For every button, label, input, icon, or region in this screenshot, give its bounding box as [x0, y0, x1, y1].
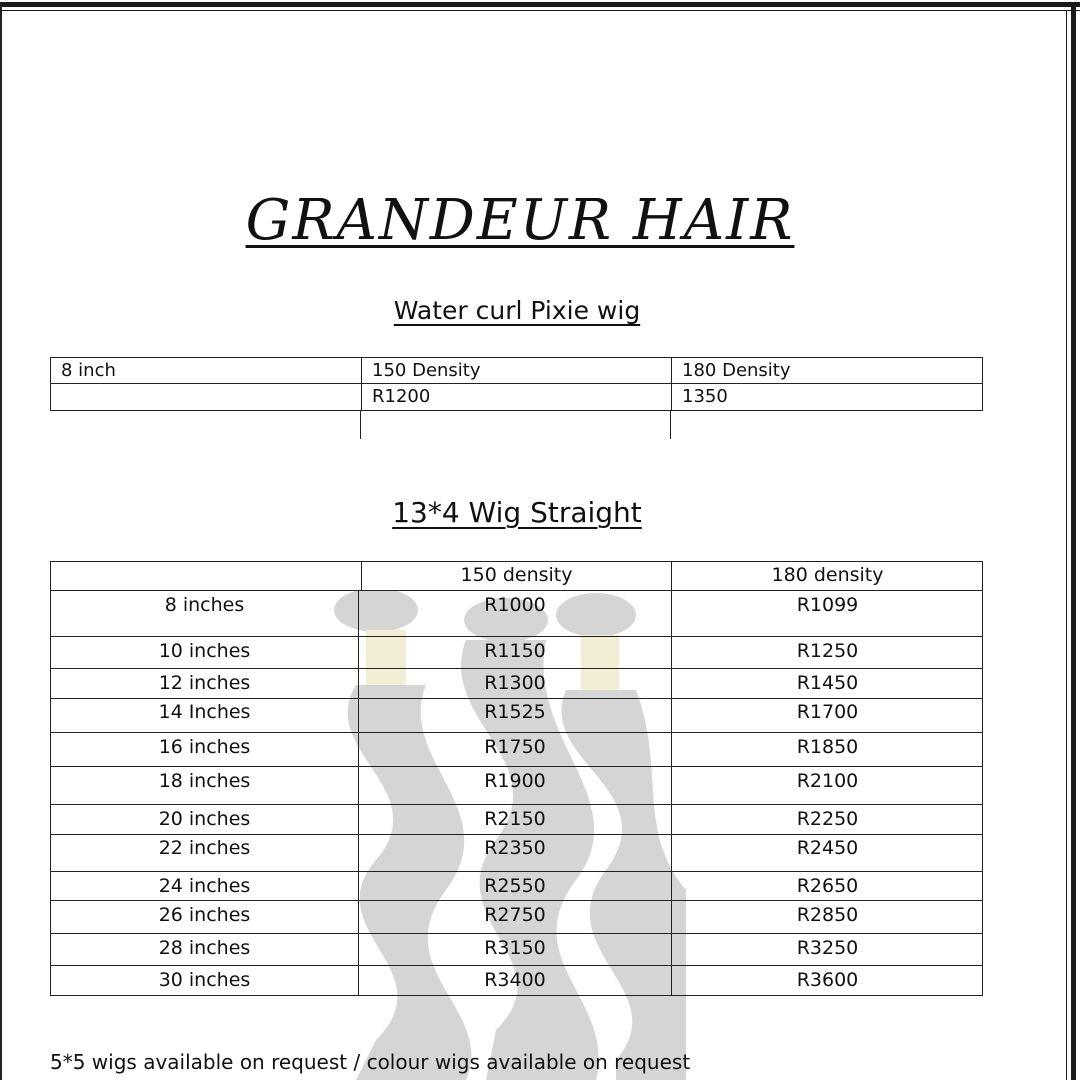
length-cell: 14 Inches [158, 701, 251, 723]
price-180-cell: R1850 [796, 736, 859, 758]
pixie-divider [670, 411, 671, 439]
page-border-right [1071, 2, 1076, 1080]
row-divider [51, 804, 982, 805]
length-cell: 30 inches [158, 969, 251, 991]
row-divider [51, 965, 982, 966]
row-divider [51, 834, 982, 835]
row-divider [51, 590, 982, 591]
column-header-150: 150 density [460, 564, 573, 586]
page-border-top [0, 2, 1080, 7]
price-150-cell: R2350 [484, 837, 546, 859]
column-divider [361, 562, 362, 590]
length-cell: 28 inches [158, 937, 251, 959]
row-divider [51, 668, 982, 669]
row-divider [51, 766, 982, 767]
length-cell: 16 inches [158, 736, 251, 758]
brand-title-text: GRANDEUR HAIR [245, 188, 795, 253]
price-150-cell: R1150 [484, 640, 546, 662]
page-border-top-inner [0, 10, 1080, 11]
price-150-cell: R1900 [484, 770, 546, 792]
pixie-density-150-header: 150 Density [361, 358, 671, 383]
pixie-price-150: R1200 [361, 384, 671, 410]
price-180-cell: R1099 [796, 594, 859, 616]
pixie-empty-cell [51, 384, 361, 410]
price-150-cell: R2750 [484, 904, 546, 926]
row-divider [51, 636, 982, 637]
price-150-cell: R1525 [484, 701, 546, 723]
price-150-cell: R3150 [484, 937, 546, 959]
pixie-divider [360, 411, 361, 439]
price-180-cell: R1450 [796, 672, 859, 694]
price-180-cell: R2450 [796, 837, 859, 859]
length-cell: 12 inches [158, 672, 251, 694]
row-divider [51, 698, 982, 699]
length-cell: 22 inches [158, 837, 251, 859]
pixie-length-cell: 8 inch [61, 360, 116, 381]
price-180-cell: R3600 [796, 969, 859, 991]
price-180-cell: R2100 [796, 770, 859, 792]
pixie-heading-text: Water curl Pixie wig [393, 296, 641, 325]
price-180-cell: R1700 [796, 701, 859, 723]
price-180-cell: R2650 [796, 875, 859, 897]
pixie-price-180: 1350 [671, 384, 983, 410]
brand-title [0, 188, 1040, 253]
length-cell: 20 inches [158, 808, 251, 830]
straight-price-table [50, 561, 983, 996]
pixie-density-180-header: 180 Density [671, 358, 983, 383]
page-border-right-inner [1066, 10, 1067, 1080]
price-180-cell: R3250 [796, 937, 859, 959]
price-180-cell: R1250 [796, 640, 859, 662]
availability-note: 5*5 wigs available on request / colour wigs available on request [50, 1050, 691, 1074]
length-cell: 10 inches [158, 640, 251, 662]
length-cell: 8 inches [164, 594, 245, 616]
price-150-cell: R1300 [484, 672, 546, 694]
column-header-180: 180 density [771, 564, 884, 586]
price-150-cell: R1750 [484, 736, 546, 758]
straight-heading [0, 496, 1034, 529]
price-180-cell: R2850 [796, 904, 859, 926]
pixie-price-row [50, 384, 983, 411]
price-150-cell: R1000 [484, 594, 546, 616]
row-divider [51, 900, 982, 901]
row-divider [51, 732, 982, 733]
straight-heading-text: 13*4 Wig Straight [392, 496, 642, 529]
price-150-cell: R2150 [484, 808, 546, 830]
length-cell: 24 inches [158, 875, 251, 897]
length-cell: 18 inches [158, 770, 251, 792]
pixie-header-row [50, 357, 983, 384]
length-cell: 26 inches [158, 904, 251, 926]
row-divider [51, 871, 982, 872]
price-150-cell: R2550 [484, 875, 546, 897]
pixie-heading [0, 296, 1034, 325]
price-180-cell: R2250 [796, 808, 859, 830]
price-150-cell: R3400 [484, 969, 546, 991]
row-divider [51, 933, 982, 934]
page-border-left [0, 2, 2, 1080]
